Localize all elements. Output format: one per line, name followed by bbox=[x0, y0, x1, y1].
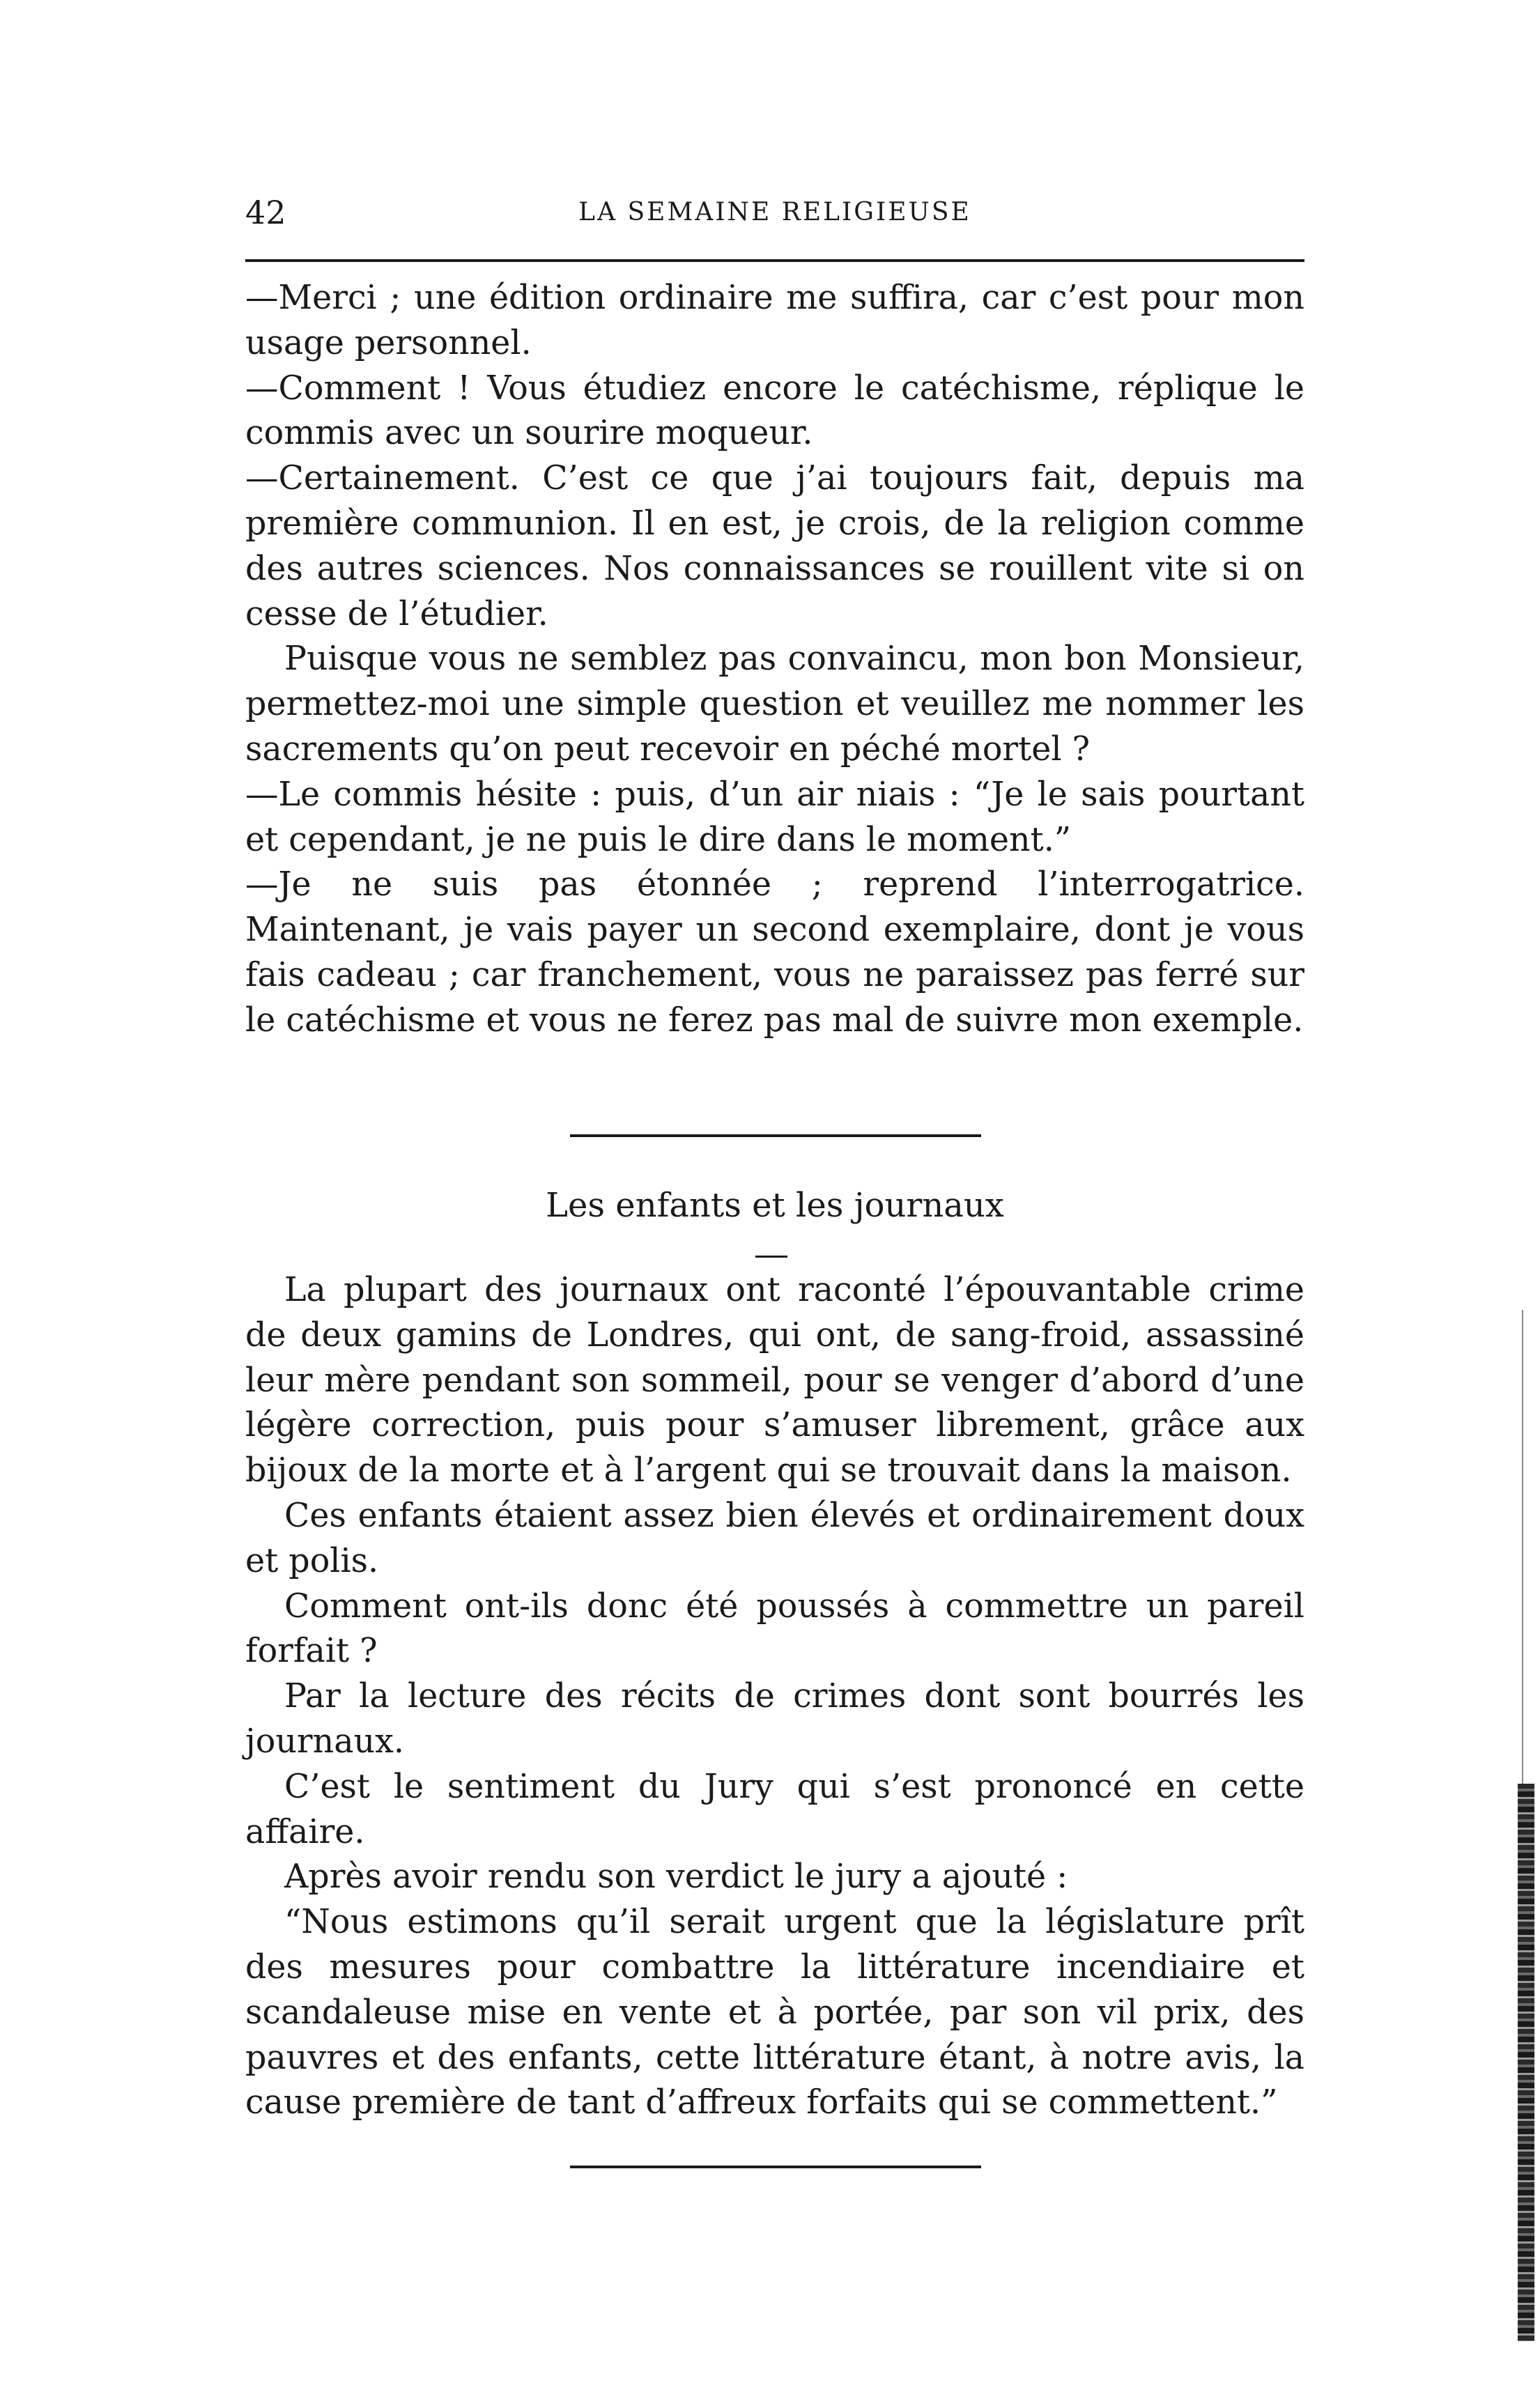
article-text-block bbox=[245, 1268, 1304, 2126]
scan-binding-edge bbox=[1518, 1784, 1534, 2341]
paragraph: Puisque vous ne semblez pas convaincu, mon bon Monsieur, permettez-moi une simple question et veuillez me nommer les sacrements qu’on peut recevoir en péché mortel ? bbox=[245, 640, 1304, 769]
paragraph: Ces enfants étaient assez bien élevés et ordinairement doux et polis. bbox=[245, 1496, 1304, 1580]
end-divider bbox=[570, 2166, 981, 2168]
paragraph: —Comment ! Vous étudiez encore le catéchisme, réplique le commis avec un sourire moqueur. bbox=[245, 369, 1304, 453]
paragraph: —Je ne suis pas étonnée ; reprend l’interrogatrice. Maintenant, je vais payer un second exemplaire, dont je vous fais cadeau ; car franchement, vous ne paraissez pas ferré sur le catéchisme et vous ne ferez pas mal de suivre mon exemple. bbox=[245, 865, 1304, 1040]
scan-margin-line bbox=[1522, 1310, 1523, 1784]
header-rule bbox=[245, 259, 1304, 262]
paragraph: —Le commis hésite : puis, d’un air niais : “Je le sais pourtant et cependant, je ne puis le dire dans le moment.” bbox=[245, 775, 1304, 859]
paragraph: —Merci ; une édition ordinaire me suffira, car c’est pour mon usage personnel. bbox=[245, 279, 1304, 362]
paragraph: Comment ont-ils donc été poussés à commettre un pareil forfait ? bbox=[245, 1587, 1304, 1671]
paragraph: Par la lecture des récits de crimes dont sont bourrés les journaux. bbox=[245, 1677, 1304, 1761]
paragraph: La plupart des journaux ont raconté l’épouvantable crime de deux gamins de Londres, qui ont, de sang-froid, assassiné leur mère pendant son sommeil, pour se venger d’abord d’une légère correction, puis pour s’amuser librement, grâce aux bijoux de la morte et à l’argent qui se trouvait dans la maison. bbox=[245, 1271, 1304, 1490]
page-number: 42 bbox=[245, 194, 286, 231]
section-title: Les enfants et les journaux bbox=[546, 1186, 1004, 1225]
page-header bbox=[245, 188, 1304, 237]
paragraph: C’est le sentiment du Jury qui s’est prononcé en cette affaire. bbox=[245, 1767, 1304, 1851]
title-dash bbox=[755, 1256, 787, 1258]
running-title: LA SEMAINE RELIGIEUSE bbox=[578, 198, 971, 226]
section-divider bbox=[570, 1134, 981, 1137]
paragraph: —Certainement. C’est ce que j’ai toujours fait, depuis ma première communion. Il en est, je crois, de la religion comme des autres sciences. Nos connaissances se rouillent vite si on cesse de l’étudier. bbox=[245, 459, 1304, 633]
paragraph: Après avoir rendu son verdict le jury a ajouté : bbox=[284, 1858, 1068, 1897]
dialogue-text-block bbox=[245, 276, 1304, 1044]
quotation-paragraph: “Nous estimons qu’il serait urgent que la législature prît des mesures pour combattre la littérature incendiaire et scandaleuse mise en vente et à portée, par son vil prix, des pauvres et des enfants, cette littérature étant, à notre avis, la cause première de tant d’affreux forfaits qui se commettent.” bbox=[245, 1903, 1304, 2122]
